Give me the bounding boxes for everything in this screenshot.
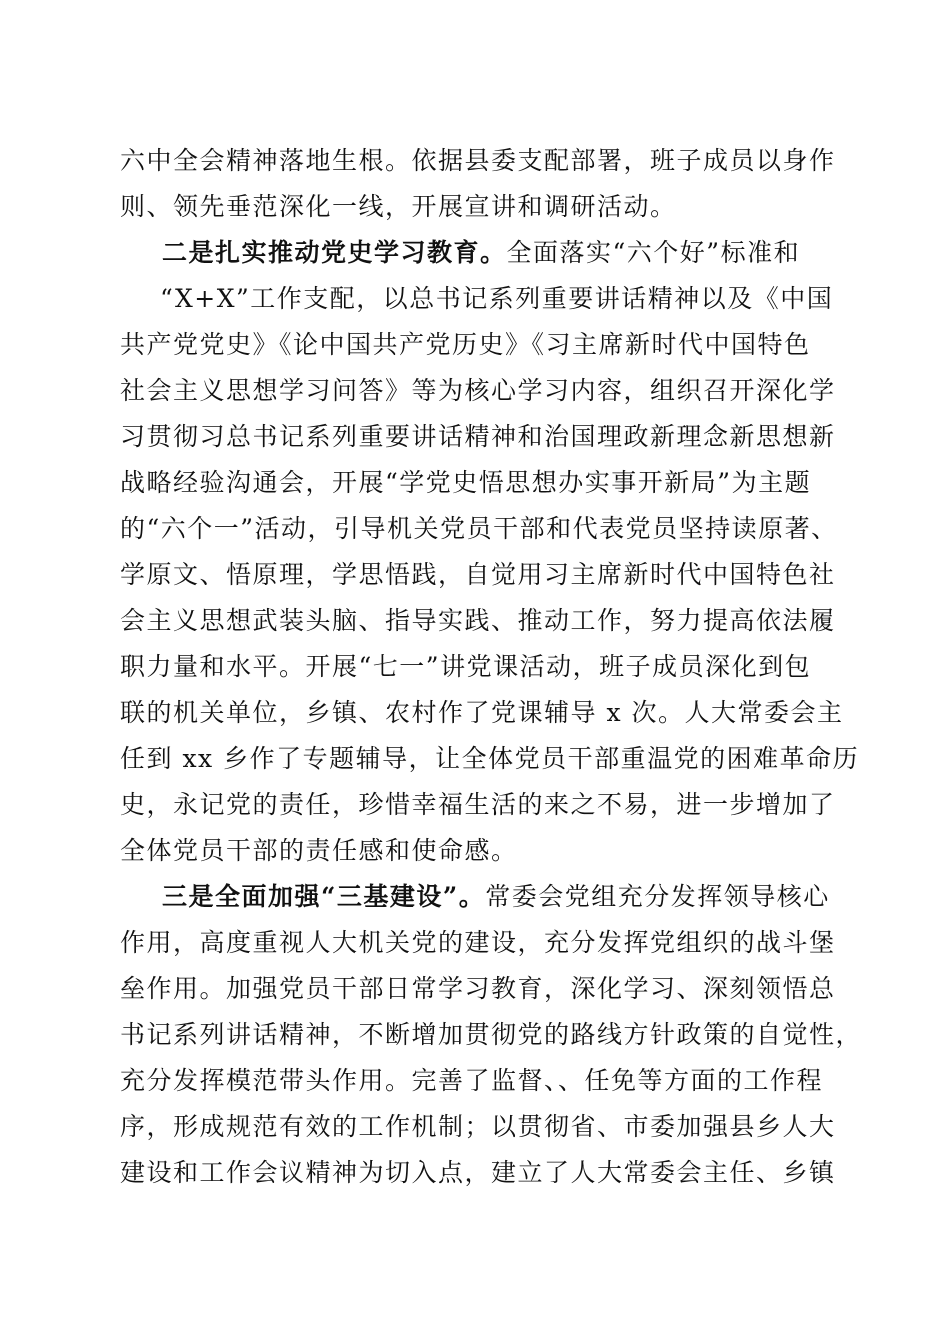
paragraph-text: 全面落实“六个好”标准和 [506,238,801,267]
paragraph-heading-line [162,882,830,912]
text-line: 联的机关单位，乡镇、农村作了党课辅导 x 次。人大常委会主 [120,698,844,727]
text-line: 则、领先垂范深化一线，开展宣讲和调研活动。 [120,192,677,221]
paragraph-heading: 二是扎实推动党史学习教育。 [162,238,507,267]
text-line: 会主义思想武装头脑、指导实践、推动工作，努力提高依法履 [120,606,836,635]
text-line: 六中全会精神落地生根。依据县委支配部署，班子成员以身作 [120,146,836,175]
text-line: 序，形成规范有效的工作机制；以贯彻省、市委加强县乡人大 [120,1112,836,1141]
paragraph-text: 常委会党组充分发挥领导核心 [485,882,830,911]
text-line: 充分发挥模范带头作用。完善了监督、、任免等方面的工作程 [120,1066,824,1095]
text-line: 社会主义思想学习问答》等为核心学习内容，组织召开深化学 [120,376,836,405]
paragraph-heading-line [162,238,800,268]
text-line: “X+X”工作支配，以总书记系列重要讲话精神以及《中国 [160,284,834,313]
text-line: 习贯彻习总书记系列重要讲话精神和治国理政新理念新思想新 [120,422,836,451]
text-line: 建设和工作会议精神为切入点，建立了人大常委会主任、乡镇 [120,1158,836,1187]
text-line: 垒作用。加强党员干部日常学习教育，深化学习、深刻领悟总 [120,974,836,1003]
text-line: 共产党党史》《论中国共产党历史》《习主席新时代中国特色 [120,330,811,359]
text-line: 职力量和水平。开展“七一”讲党课活动，班子成员深化到包 [120,652,812,681]
text-line: 战略经验沟通会，开展“学党史悟思想办实事开新局”为主题 [120,468,812,497]
text-line: 任到 xx 乡作了专题辅导，让全体党员干部重温党的困难革命历 [120,744,860,773]
text-line: 的“六个一”活动，引导机关党员干部和代表党员坚持读原著、 [120,514,838,543]
text-line: 全体党员干部的责任感和使命感。 [120,836,518,865]
text-line: 作用，高度重视人大机关党的建设，充分发挥党组织的战斗堡 [120,928,836,957]
paragraph-heading: 三是全面加强“三基建设”。 [162,882,486,911]
text-line: 史，永记党的责任，珍惜幸福生活的来之不易，进一步增加了 [120,790,836,819]
text-line: 书记系列讲话精神，不断增加贯彻党的路线方针政策的自觉性， [120,1020,863,1049]
text-line: 学原文、悟原理，学思悟践，自觉用习主席新时代中国特色社 [120,560,836,589]
